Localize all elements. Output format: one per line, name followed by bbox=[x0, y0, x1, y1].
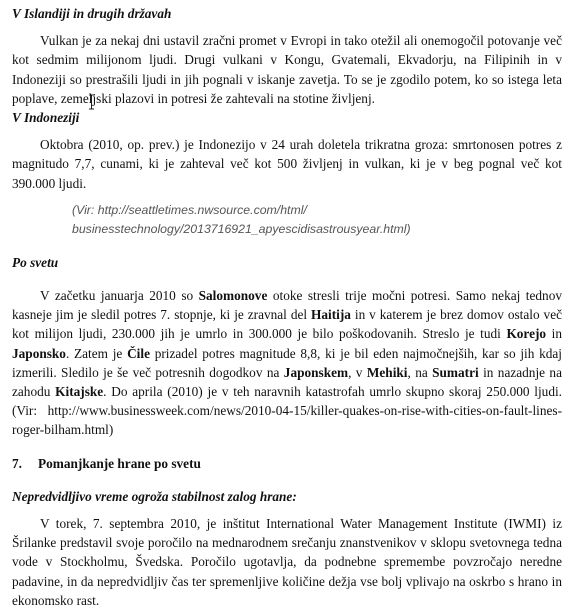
paragraph-iceland: Vulkan je za nekaj dni ustavil zračni promet v Evropi in tako otežil ali onemogočil potovanje več kot sedmim milijonom ljudi. Drugi vulkani v Kongu, Gvatemali, Ekvadorju, na Filipinih in v Indoneziji so prestrašili ljudi in jih pognali v iskanje zavetja. To se je zgodilo potem, ko so istega leta poplave, zemeljski plazovi in potresi že zahtevali na stotine življenj. bbox=[12, 33, 562, 106]
place-sumatra: Sumatri bbox=[432, 364, 479, 380]
section-heading-indonesia: V Indoneziji bbox=[12, 110, 80, 126]
source-line-2: businesstechnology/2013716921_apyescidisastrousyear.html) bbox=[72, 221, 411, 236]
section-number: 7. bbox=[12, 455, 22, 471]
section-heading-weather: Nepredvidljivo vreme ogroža stabilnost zalog hrane: bbox=[12, 488, 297, 504]
place-haiti: Haitija bbox=[311, 307, 351, 323]
place-japan: Japonsko bbox=[12, 345, 66, 361]
place-solomon: Salomonove bbox=[198, 288, 268, 304]
section-title-food: Pomanjkanje hrane po svetu bbox=[38, 455, 201, 471]
paragraph-indonesia: Oktobra (2010, op. prev.) je Indonezijo v 24 urah doletela trikratna groza: smrtonosen potres z magnitudo 7,7, cunami, ki je zahteval več kot 500 življenj in vulkan, ki je v beg pognal več kot 390.000 ljudi. bbox=[12, 137, 562, 191]
section-heading-world: Po svetu bbox=[12, 254, 59, 270]
section-heading-food bbox=[12, 454, 562, 473]
text-cursor-icon bbox=[88, 94, 95, 110]
place-chile: Čile bbox=[127, 345, 150, 361]
source-line-1: (Vir: http://seattletimes.nwsource.com/html/ bbox=[72, 202, 307, 217]
place-japan-2: Japonskem bbox=[283, 364, 349, 380]
place-mexico: Mehiki bbox=[366, 364, 408, 380]
place-korea: Korejo bbox=[506, 326, 547, 342]
section-heading-iceland: V Islandiji in drugih državah bbox=[12, 6, 172, 21]
paragraph-weather: V torek, 7. septembra 2010, je inštitut International Water Management Institute (IWMI) iz Šrilanke predstavil svoje poročilo na mednarodnem srečanju znanstvenikov v sklopu svetovnega tedna vode v Stockholmu, Švedska. Poročilo ugotavlja, da podnebne spremembe povzročajo neredne padavine, in da nepredvidljiv čas ter spremenljive količine dežja vse bolj vplivajo na oskrbo s hrano in ekonomsko rast. bbox=[12, 516, 562, 608]
paragraph-world: V začetku januarja 2010 so Salomonove otoke stresli trije močni potresi. Samo nekaj tednov kasneje jim je sledil potres 7. stopnje, ki je zravnal del Haitija in v katerem je brez domov ostalo več kot milijon ljudi, 230.000 jih je umrlo in 300.000 je bilo poškodovanih. Streslo je tudi Korejo in Japonsko. Zatem je Čile prizadel potres magnitude 8,8, ki je bil eden najmočnejših, kar so jih kdaj izmerili. Sledilo je še več potresnih dogodkov na Japonskem, v Mehiki, na Sumatri in nazadnje na zahodu Kitajske. Do aprila (2010) je v teh naravnih katastrofah umrlo skupno skoraj 250.000 ljudi. (Vir: http://www.businessweek.com/news/2010-04-15/killer-quakes-on-rise-with-cities-on-fault-lines-roger-bilham.html) bbox=[12, 288, 563, 438]
place-china: Kitajske bbox=[55, 384, 104, 400]
